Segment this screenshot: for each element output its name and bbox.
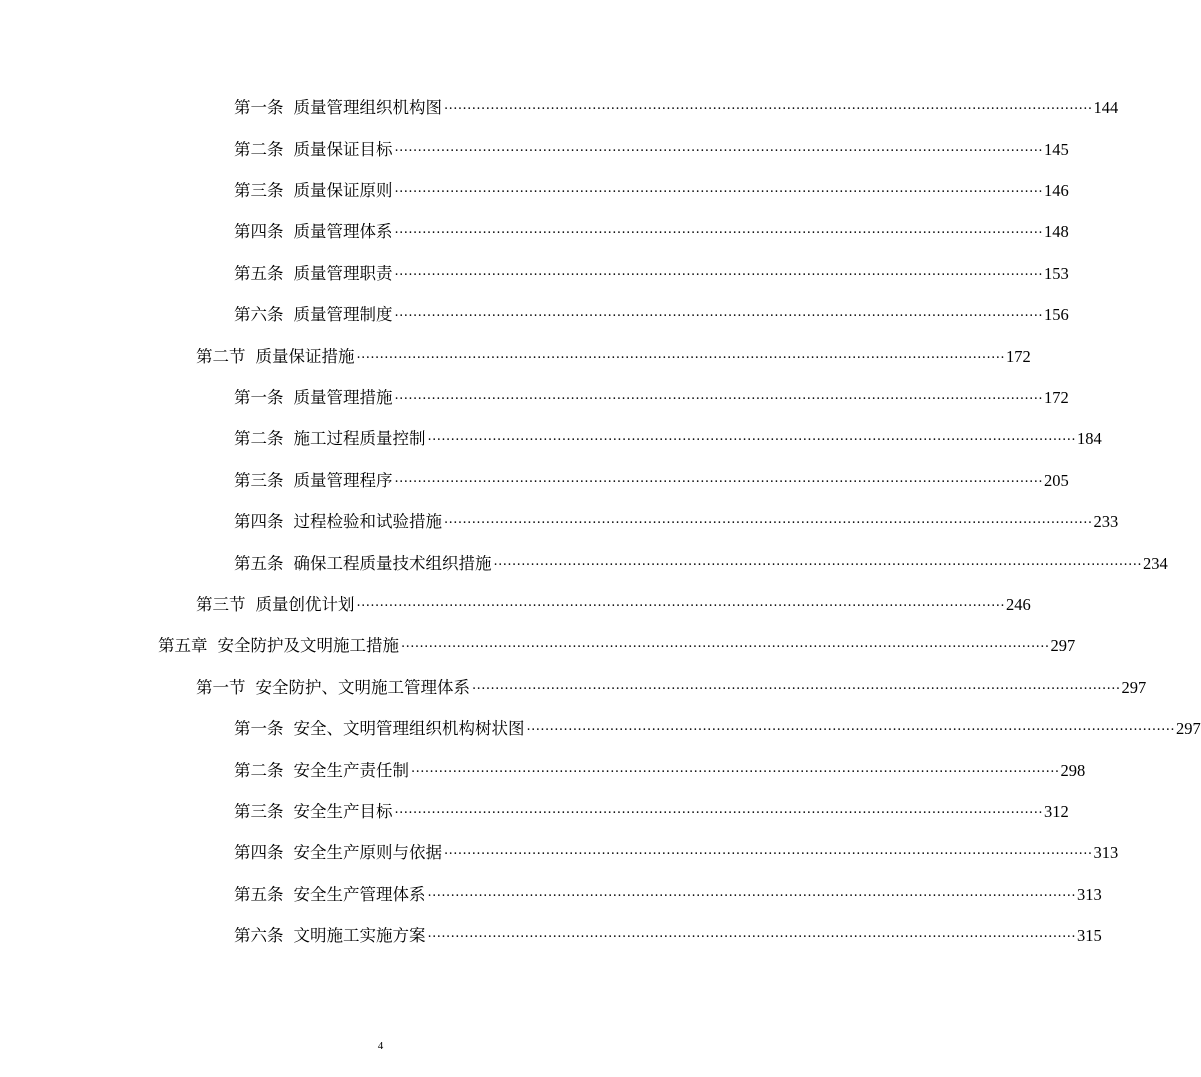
dot-leader: ............................................................................................................................................: [394, 471, 1044, 486]
toc-entry[interactable]: [234, 175, 1069, 201]
entry-title: 安全生产管理体系: [293, 885, 426, 904]
entry-title: 质量管理程序: [293, 471, 393, 490]
toc-entry[interactable]: [234, 92, 1119, 118]
entry-title: 质量管理职责: [293, 264, 393, 283]
entry-page-number: 298: [1060, 761, 1086, 780]
entry-page-number: 144: [1093, 98, 1119, 117]
entry-page-number: 205: [1044, 471, 1069, 490]
entry-title: 安全生产原则与依据: [293, 843, 442, 862]
entry-page-number: 146: [1044, 181, 1069, 200]
entry-page-number: 148: [1044, 222, 1069, 241]
entry-number: 第四条: [234, 843, 284, 862]
toc-entry[interactable]: [234, 216, 1069, 242]
toc-entry[interactable]: [234, 506, 1119, 532]
dot-leader: ............................................................................................................................................: [427, 926, 1077, 941]
entry-title: 质量创优计划: [255, 595, 355, 614]
toc-entry[interactable]: [234, 837, 1119, 863]
dot-leader: ............................................................................................................................................: [526, 719, 1176, 734]
entry-number: 第三条: [234, 471, 284, 490]
entry-number: 第五条: [234, 885, 284, 904]
toc-entry[interactable]: [234, 920, 1102, 946]
entry-title: 施工过程质量控制: [293, 429, 426, 448]
dot-leader: ............................................................................................................................................: [394, 388, 1044, 403]
dot-leader: ............................................................................................................................................: [394, 264, 1044, 279]
entry-page-number: 246: [1006, 595, 1031, 614]
toc-entry[interactable]: [234, 713, 1201, 739]
entry-title: 文明施工实施方案: [293, 926, 426, 945]
entry-page-number: 234: [1143, 554, 1168, 573]
toc-entry[interactable]: [234, 134, 1069, 160]
dot-leader: ............................................................................................................................................: [472, 678, 1121, 693]
dot-leader: ............................................................................................................................................: [401, 636, 1050, 651]
entry-title: 质量管理体系: [293, 222, 393, 241]
entry-number: 第三节: [196, 595, 246, 614]
entry-page-number: 172: [1006, 347, 1031, 366]
entry-number: 第一节: [196, 678, 246, 697]
entry-page-number: 297: [1050, 636, 1076, 655]
page-number: 4: [377, 1040, 384, 1052]
entry-title: 质量管理制度: [293, 305, 393, 324]
entry-number: 第五条: [234, 554, 284, 573]
entry-title: 安全防护及文明施工措施: [217, 636, 399, 655]
entry-title: 质量保证原则: [293, 181, 393, 200]
entry-page-number: 297: [1176, 719, 1201, 738]
dot-leader: ............................................................................................................................................: [356, 347, 1006, 362]
entry-number: 第一条: [234, 719, 284, 738]
entry-page-number: 153: [1044, 264, 1069, 283]
entry-number: 第三条: [234, 181, 284, 200]
entry-page-number: 313: [1077, 885, 1102, 904]
entry-page-number: 315: [1077, 926, 1102, 945]
entry-number: 第二条: [234, 140, 284, 159]
entry-number: 第四条: [234, 222, 284, 241]
toc-entry[interactable]: [196, 672, 1147, 698]
entry-number: 第六条: [234, 305, 284, 324]
entry-number: 第一条: [234, 388, 284, 407]
entry-title: 安全、文明管理组织机构树状图: [293, 719, 525, 738]
entry-number: 第二条: [234, 761, 284, 780]
toc-entry[interactable]: [234, 299, 1069, 325]
entry-number: 第二节: [196, 347, 246, 366]
entry-page-number: 312: [1044, 802, 1069, 821]
entry-title: 质量管理组织机构图: [293, 98, 442, 117]
dot-leader: ............................................................................................................................................: [444, 98, 1093, 113]
entry-title: 质量保证目标: [293, 140, 393, 159]
entry-number: 第五章: [158, 636, 208, 655]
dot-leader: ............................................................................................................................................: [444, 512, 1093, 527]
toc-entry[interactable]: [234, 382, 1069, 408]
toc-entry[interactable]: [196, 589, 1031, 615]
toc-entry[interactable]: [234, 258, 1069, 284]
dot-leader: ............................................................................................................................................: [394, 802, 1044, 817]
dot-leader: ............................................................................................................................................: [394, 305, 1044, 320]
dot-leader: ............................................................................................................................................: [427, 429, 1077, 444]
toc-entry[interactable]: [234, 423, 1102, 449]
toc-entry[interactable]: [234, 796, 1069, 822]
toc-entry[interactable]: [234, 548, 1168, 574]
entry-number: 第六条: [234, 926, 284, 945]
entry-title: 质量管理措施: [293, 388, 393, 407]
entry-page-number: 184: [1077, 429, 1102, 448]
toc-entry[interactable]: [234, 465, 1069, 491]
toc-entry[interactable]: [234, 755, 1086, 781]
entry-title: 安全生产责任制: [293, 761, 409, 780]
toc-entry[interactable]: [158, 630, 1076, 656]
entry-title: 过程检验和试验措施: [293, 512, 442, 531]
entry-number: 第四条: [234, 512, 284, 531]
toc-entry[interactable]: [234, 879, 1102, 905]
entry-title: 安全防护、文明施工管理体系: [255, 678, 470, 697]
entry-title: 质量保证措施: [255, 347, 355, 366]
entry-page-number: 313: [1093, 843, 1119, 862]
dot-leader: ............................................................................................................................................: [394, 140, 1044, 155]
entry-number: 第三条: [234, 802, 284, 821]
toc-entry[interactable]: [196, 341, 1031, 367]
entry-number: 第五条: [234, 264, 284, 283]
entry-title: 安全生产目标: [293, 802, 393, 821]
dot-leader: ............................................................................................................................................: [394, 222, 1044, 237]
dot-leader: ............................................................................................................................................: [394, 181, 1044, 196]
entry-number: 第二条: [234, 429, 284, 448]
entry-page-number: 172: [1044, 388, 1069, 407]
dot-leader: ............................................................................................................................................: [427, 885, 1077, 900]
entry-page-number: 156: [1044, 305, 1069, 324]
entry-page-number: 297: [1121, 678, 1147, 697]
entry-page-number: 145: [1044, 140, 1069, 159]
dot-leader: ............................................................................................................................................: [356, 595, 1006, 610]
entry-number: 第一条: [234, 98, 284, 117]
dot-leader: ............................................................................................................................................: [444, 843, 1093, 858]
dot-leader: ............................................................................................................................................: [493, 554, 1143, 569]
entry-page-number: 233: [1093, 512, 1119, 531]
entry-title: 确保工程质量技术组织措施: [293, 554, 492, 573]
dot-leader: ............................................................................................................................................: [411, 761, 1060, 776]
